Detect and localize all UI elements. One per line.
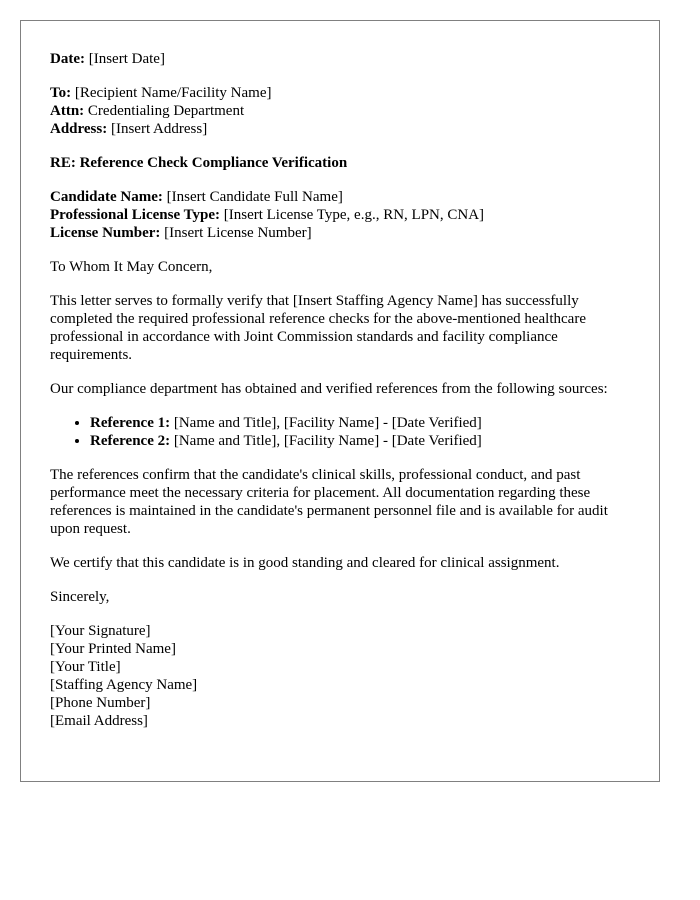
license-number-line: [50, 224, 635, 242]
candidate-name-label: Candidate Name:: [50, 189, 163, 205]
reference-item-2: [90, 432, 635, 450]
email-line: [Email Address]: [50, 713, 148, 729]
closing: Sincerely,: [50, 589, 110, 605]
salutation: To Whom It May Concern,: [50, 259, 213, 275]
phone-line: [Phone Number]: [50, 695, 151, 711]
recipient-block: [50, 84, 635, 138]
candidate-name-line: [50, 188, 635, 206]
attn-value: Credentialing Department: [87, 103, 245, 119]
license-number-label: License Number:: [50, 225, 161, 241]
to-value: [Recipient Name/Facility Name]: [74, 85, 272, 101]
signature-block: [50, 622, 635, 730]
reference-1-label: Reference 1:: [90, 415, 171, 431]
address-line: [50, 120, 635, 138]
printed-name-line: [Your Printed Name]: [50, 641, 176, 657]
date-value: [Insert Date]: [88, 51, 165, 67]
title-line: [Your Title]: [50, 659, 121, 675]
reference-2-value: [Name and Title], [Facility Name] - [Date Verified]: [173, 433, 482, 449]
body-paragraph-2: Our compliance department has obtained and verified references from the following sources:: [50, 381, 608, 397]
letter-document: [20, 20, 660, 782]
date-label: Date:: [50, 51, 85, 67]
reference-item-1: [90, 414, 635, 432]
subject-text: RE: Reference Check Compliance Verification: [50, 155, 348, 171]
signature-line: [Your Signature]: [50, 623, 151, 639]
attn-line: [50, 102, 635, 120]
agency-line: [Staffing Agency Name]: [50, 677, 198, 693]
date-line: [50, 50, 635, 68]
candidate-block: [50, 188, 635, 242]
reference-1-value: [Name and Title], [Facility Name] - [Date Verified]: [173, 415, 482, 431]
to-label: To:: [50, 85, 72, 101]
license-type-label: Professional License Type:: [50, 207, 220, 223]
body-paragraph-3: The references confirm that the candidate's clinical skills, professional conduct, and past performance meet the necessary criteria for placement. All documentation regarding these references is maintained in the candidate's permanent personnel file and is available for audit upon request.: [50, 467, 608, 537]
body-paragraph-4: We certify that this candidate is in good standing and cleared for clinical assignment.: [50, 555, 560, 571]
address-value: [Insert Address]: [110, 121, 208, 137]
to-line: [50, 84, 635, 102]
subject-line: [50, 154, 635, 172]
reference-2-label: Reference 2:: [90, 433, 171, 449]
candidate-name-value: [Insert Candidate Full Name]: [166, 189, 343, 205]
reference-list: [50, 414, 635, 450]
license-number-value: [Insert License Number]: [164, 225, 312, 241]
address-label: Address:: [50, 121, 108, 137]
attn-label: Attn:: [50, 103, 85, 119]
body-paragraph-1: This letter serves to formally verify that [Insert Staffing Agency Name] has successfully completed the required professional reference checks for the above-mentioned healthcare professional in accordance with Joint Commission standards and facility compliance requirements.: [50, 293, 586, 363]
letter-content: [50, 50, 635, 730]
license-type-value: [Insert License Type, e.g., RN, LPN, CNA]: [223, 207, 485, 223]
license-type-line: [50, 206, 635, 224]
